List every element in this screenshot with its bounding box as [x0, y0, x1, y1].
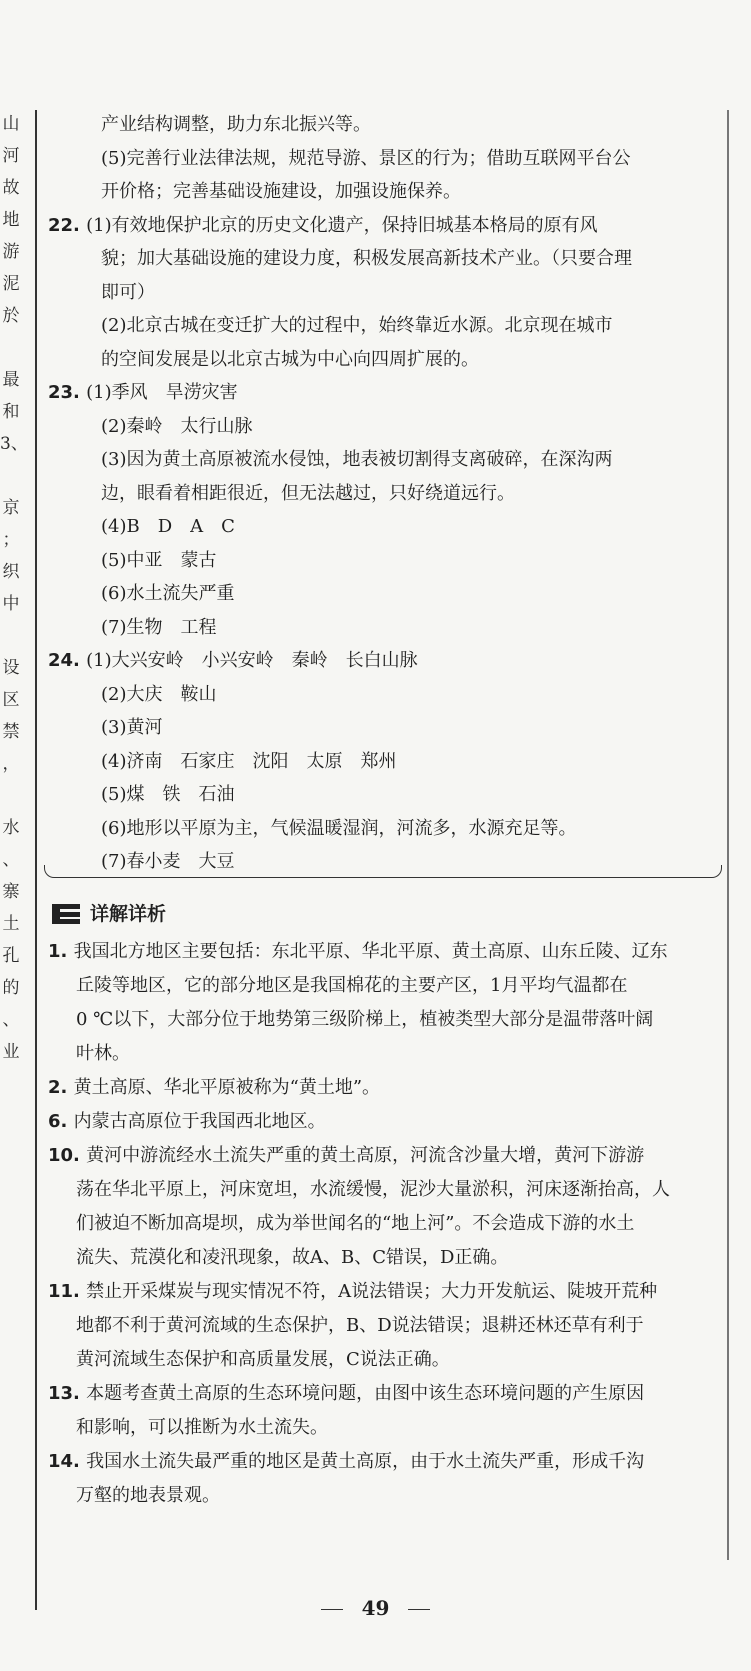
- explanation-text: 内蒙古高原位于我国西北地区。: [73, 1111, 326, 1132]
- explanation-line: [48, 935, 718, 969]
- answer-line: [48, 376, 718, 410]
- explanation-text: 流失、荒漠化和凌汛现象，故A、B、C错误，D正确。: [76, 1247, 509, 1268]
- explanation-line: [48, 1411, 718, 1445]
- explanation-list: [48, 935, 718, 1513]
- left-margin-fragment: [0, 108, 28, 1068]
- explanation-text: 丘陵等地区，它的部分地区是我国棉花的主要产区，1月平均气温都在: [76, 975, 628, 996]
- answer-line: [48, 142, 718, 176]
- margin-char: 水: [2, 818, 20, 838]
- explanation-number: 10.: [48, 1145, 87, 1166]
- answer-line: [48, 510, 718, 544]
- margin-char: 游: [2, 242, 20, 262]
- margin-char: ，: [2, 754, 20, 774]
- margin-char: 土: [2, 914, 20, 934]
- answer-text: (4)济南 石家庄 沈阳 太原 郑州: [101, 750, 397, 772]
- answer-text: (2)北京古城在变迁扩大的过程中，始终靠近水源。北京现在城市: [101, 315, 613, 336]
- answer-line: [48, 644, 718, 678]
- right-column-divider: [727, 110, 729, 1560]
- answer-text: 即可）: [101, 281, 155, 303]
- explanation-text: 本题考查黄土高原的生态环境问题，由图中该生态环境问题的产生原因: [86, 1383, 645, 1404]
- explanation-text: 荡在华北平原上，河床宽坦，水流缓慢，泥沙大量淤积，河床逐渐抬高，人: [76, 1179, 670, 1200]
- answer-list: [48, 108, 718, 879]
- margin-char: 地: [2, 210, 20, 230]
- answer-text: (1)季风 旱涝灾害: [86, 382, 238, 403]
- left-column-divider: [35, 110, 37, 1610]
- answer-line: [48, 577, 718, 611]
- margin-char: 京: [2, 498, 20, 518]
- answer-line: [48, 745, 718, 779]
- answer-line: [48, 410, 718, 444]
- explanation-line: [48, 1445, 718, 1479]
- explanation-line: [48, 1309, 718, 1343]
- explanation-line: [48, 1173, 718, 1207]
- explanation-number: 2.: [48, 1077, 74, 1098]
- margin-char: 设: [2, 658, 20, 678]
- explanation-line: [48, 1003, 718, 1037]
- footer-dash-right: [408, 1609, 430, 1611]
- explanation-line: [48, 1207, 718, 1241]
- margin-char: 、: [2, 1010, 20, 1030]
- answer-text: (3)因为黄土高原被流水侵蚀，地表被切割得支离破碎，在深沟两: [101, 449, 613, 470]
- answer-text: 开价格；完善基础设施建设，加强设施保养。: [101, 181, 461, 202]
- explanation-line: [48, 1071, 718, 1105]
- answer-text: (2)大庆 鞍山: [101, 683, 217, 705]
- margin-char: 泥: [2, 274, 20, 294]
- margin-char: 织: [2, 562, 20, 582]
- answer-line: [48, 678, 718, 712]
- explanation-line: [48, 1479, 718, 1513]
- answer-text: (7)生物 工程: [101, 616, 217, 638]
- answer-line: [48, 242, 718, 276]
- answer-text: (3)黄河: [101, 717, 163, 738]
- margin-char: 寨: [2, 882, 20, 902]
- answer-line: [48, 711, 718, 745]
- margin-char: 3、: [0, 434, 28, 454]
- explanation-text: 黄土高原、华北平原被称为“黄土地”。: [73, 1077, 381, 1098]
- explanation-text: 禁止开采煤炭与现实情况不符，A说法错误；大力开发航运、陡坡开荒种: [86, 1281, 658, 1302]
- explanation-text: 地都不利于黄河流域的生态保护，B、D说法错误；退耕还林还草有利于: [76, 1315, 644, 1336]
- section-title: 详解详析: [90, 902, 167, 925]
- answer-line: [48, 611, 718, 645]
- explanation-number: 14.: [48, 1451, 87, 1472]
- explanation-text: 们被迫不断加高堤坝，成为举世闻名的“地上河”。不会造成下游的水土: [76, 1213, 635, 1234]
- section-header: [52, 898, 718, 932]
- margin-char: 的: [2, 978, 20, 998]
- explanation-text: 我国水土流失最严重的地区是黄土高原，由于水土流失严重，形成千沟: [86, 1451, 645, 1472]
- margin-char: ；: [2, 530, 20, 550]
- page-footer: [0, 1596, 751, 1620]
- explanation-line: [48, 1139, 718, 1173]
- explanation-line: [48, 969, 718, 1003]
- margin-char: [0, 460, 22, 492]
- margin-char: 最: [2, 370, 20, 390]
- answer-box-bottom: [44, 865, 722, 878]
- answer-line: [48, 309, 718, 343]
- explanation-line: [48, 1037, 718, 1071]
- margin-char: 禁: [2, 722, 20, 742]
- explanation-number: 11.: [48, 1281, 87, 1302]
- section-bars-icon: [52, 904, 80, 924]
- main-column: [48, 108, 718, 1513]
- explanation-line: [48, 1377, 718, 1411]
- answer-line: [48, 778, 718, 812]
- answer-text: 的空间发展是以北京古城为中心向四周扩展的。: [101, 348, 479, 370]
- answer-line: [48, 209, 718, 243]
- question-number: 24.: [48, 650, 87, 671]
- answer-line: [48, 343, 718, 377]
- explanation-line: [48, 1241, 718, 1275]
- explanation-text: 黄河中游流经水土流失严重的黄土高原，河流含沙量大增，黄河下游游: [86, 1145, 645, 1166]
- question-number: 22.: [48, 214, 87, 236]
- answer-text: (6)水土流失严重: [101, 583, 235, 604]
- margin-char: 和: [2, 402, 20, 422]
- answer-text: (1)大兴安岭 小兴安岭 秦岭 长白山脉: [86, 650, 418, 671]
- answer-text: (7)春小麦 大豆: [101, 851, 235, 872]
- explanation-number: 6.: [48, 1111, 74, 1132]
- answer-text: (4)B D A C: [101, 516, 235, 537]
- margin-char: 於: [2, 306, 20, 326]
- margin-char: 区: [2, 690, 20, 710]
- margin-char: 、: [2, 850, 20, 870]
- answer-line: [48, 108, 718, 142]
- answer-line: [48, 812, 718, 846]
- explanation-text: 叶林。: [76, 1043, 130, 1064]
- answer-line: [48, 276, 718, 310]
- explanation-text: 和影响，可以推断为水土流失。: [76, 1417, 328, 1438]
- answer-text: (6)地形以平原为主，气候温暖湿润，河流多，水源充足等。: [101, 817, 577, 839]
- answer-line: [48, 477, 718, 511]
- answer-text: (5)中亚 蒙古: [101, 549, 217, 571]
- answer-line: [48, 443, 718, 477]
- margin-char: 河: [2, 146, 20, 166]
- answer-text: 貌；加大基础设施的建设力度，积极发展高新技术产业。（只要合理: [101, 248, 632, 269]
- footer-dash-left: [321, 1609, 343, 1611]
- explanation-text: 0 ℃以下，大部分位于地势第三级阶梯上，植被类型大部分是温带落叶阔: [76, 1009, 654, 1030]
- explanation-line: [48, 1105, 718, 1139]
- explanation-text: 我国北方地区主要包括：东北平原、华北平原、黄土高原、山东丘陵、辽东: [73, 941, 668, 962]
- margin-char: [0, 620, 22, 652]
- answer-text: (5)煤 铁 石油: [101, 784, 235, 805]
- margin-char: [0, 780, 22, 812]
- answer-text: (1)有效地保护北京的历史文化遗产，保持旧城基本格局的原有风: [86, 214, 598, 236]
- margin-char: 故: [2, 178, 20, 198]
- answer-text: (2)秦岭 太行山脉: [101, 415, 253, 437]
- margin-char: 孔: [2, 946, 20, 966]
- answer-text: (5)完善行业法律法规，规范导游、景区的行为；借助互联网平台公: [101, 147, 631, 169]
- explanation-line: [48, 1275, 718, 1309]
- answer-text: 产业结构调整，助力东北振兴等。: [101, 114, 371, 135]
- margin-char: 业: [2, 1042, 20, 1062]
- margin-char: 山: [2, 114, 20, 134]
- explanation-number: 1.: [48, 941, 74, 962]
- answer-text: 边，眼看着相距很近，但无法越过，只好绕道远行。: [101, 482, 515, 504]
- answer-line: [48, 175, 718, 209]
- explanation-text: 黄河流域生态保护和高质量发展，C说法正确。: [76, 1349, 450, 1370]
- page-number: 49: [361, 1596, 390, 1620]
- explanation-text: 万壑的地表景观。: [76, 1485, 220, 1506]
- answer-line: [48, 544, 718, 578]
- explanation-number: 13.: [48, 1383, 87, 1404]
- explanation-line: [48, 1343, 718, 1377]
- margin-char: [0, 332, 22, 364]
- question-number: 23.: [48, 382, 87, 403]
- margin-char: 中: [2, 594, 20, 614]
